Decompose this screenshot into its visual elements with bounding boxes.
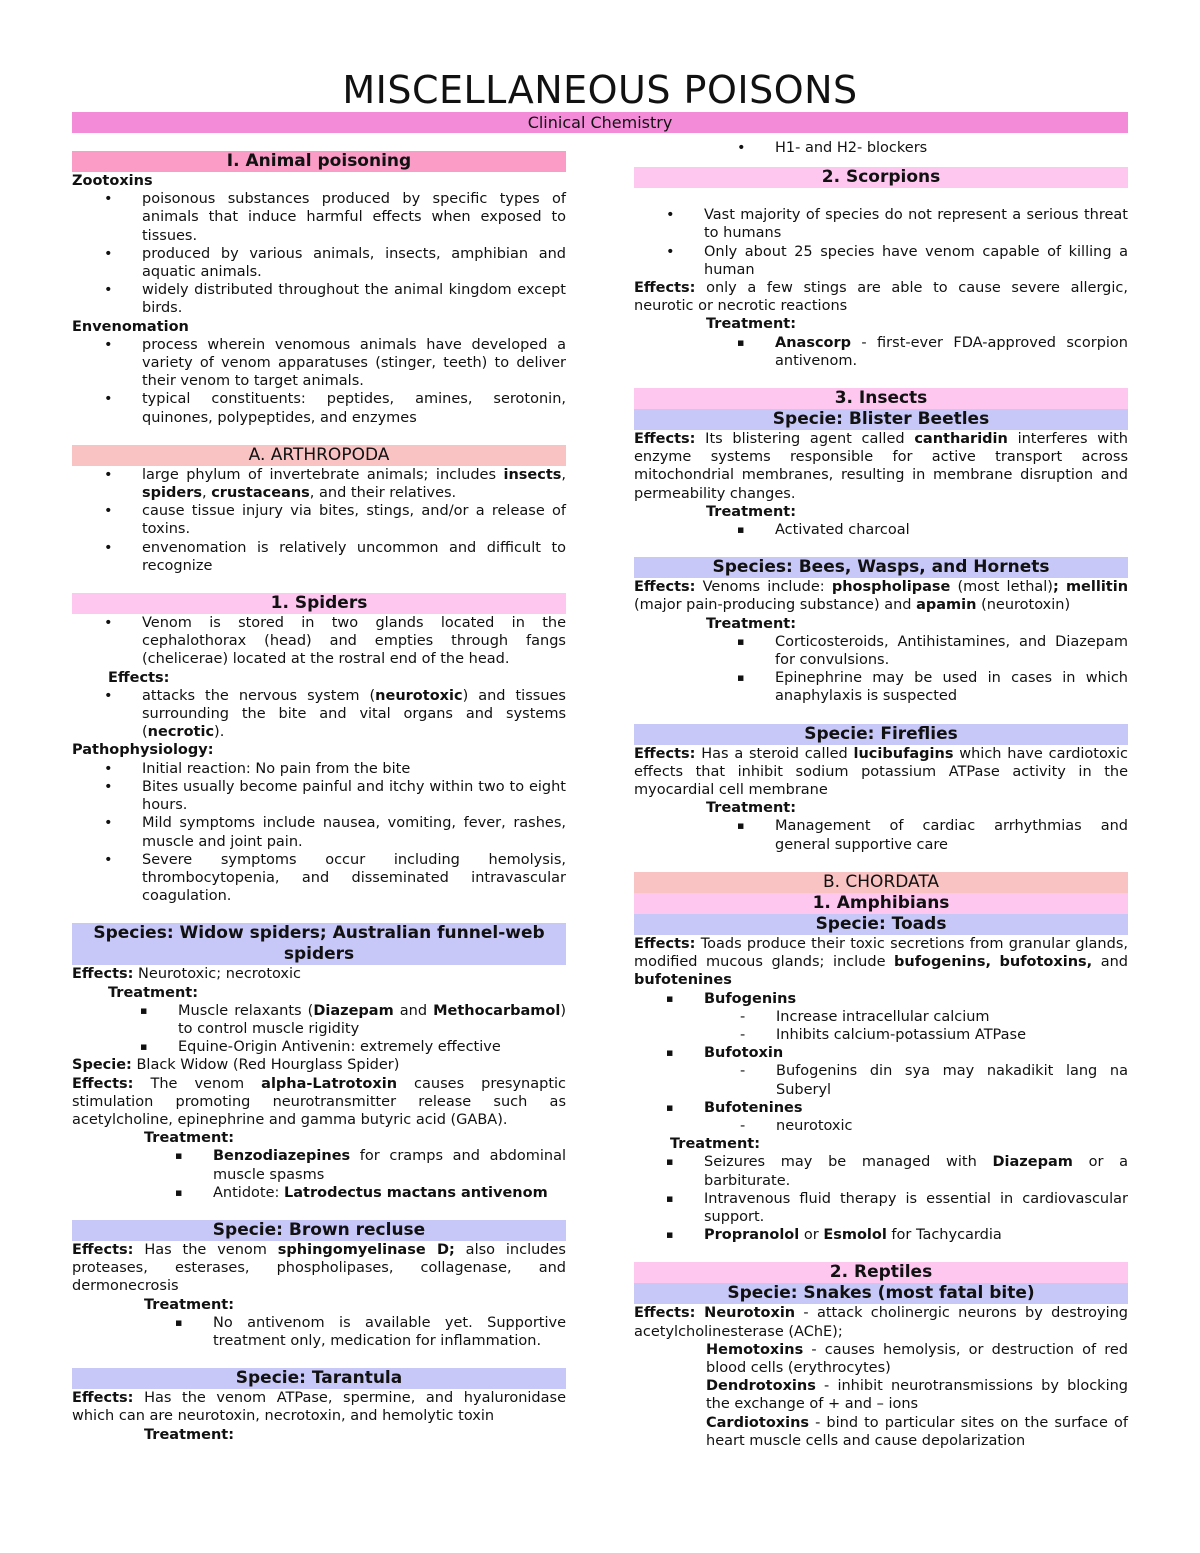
bees-treatment-list: [634, 633, 1128, 706]
list-item: ▪ Benzodiazepines for cramps and abdominal muscle spasms: [72, 1147, 566, 1183]
list-item: - Increase intracellular calcium: [634, 1008, 1128, 1026]
blister-effects: Effects: Its blistering agent called cantharidin interferes with enzyme systems responsible for active transport across mitochondrial membranes, resulting in membrane disruption and permeability changes.: [634, 431, 1128, 502]
fireflies-treatment-list: [634, 817, 1128, 853]
spiders-effects-list: [72, 687, 566, 742]
section-header-blister-beetles: Specie: Blister Beetles: [634, 409, 1128, 430]
section-header-insects: 3. Insects: [634, 388, 1128, 409]
treatment-label: Treatment:: [108, 984, 198, 1001]
list-item: ▪ Anascorp - first-ever FDA-approved scorpion antivenom.: [634, 334, 1128, 370]
list-item: ▪ No antivenom is available yet. Supportive treatment only, medication for inflammation.: [72, 1314, 566, 1350]
page-title: MISCELLANEOUS POISONS: [342, 68, 858, 112]
treatment-label: Treatment:: [144, 1130, 234, 1147]
section-header-snakes: Specie: Snakes (most fatal bite): [634, 1283, 1128, 1304]
section-header-brown-recluse: Specie: Brown recluse: [72, 1220, 566, 1241]
zootoxins-list: [72, 190, 566, 317]
treatment-label: Treatment:: [144, 1426, 234, 1443]
bufogenins-list: [634, 1008, 1128, 1044]
section-header-amphibians: 1. Amphibians: [634, 893, 1128, 914]
list-item: ▪ Bufotenines: [634, 1099, 1128, 1117]
list-item: • large phylum of invertebrate animals; includes insects, spiders, crustaceans, and their relatives.: [72, 466, 566, 502]
list-item: - Bufogenins din sya may nakadikit lang na Suberyl: [634, 1062, 1128, 1098]
snakes-dendrotoxins: Dendrotoxins - inhibit neurotransmissions by blocking the exchange of + and – ions: [706, 1378, 1128, 1413]
section-header-tarantula: Specie: Tarantula: [72, 1368, 566, 1389]
list-item: • cause tissue injury via bites, stings, and/or a release of toxins.: [72, 502, 566, 538]
section-header-spiders: 1. Spiders: [72, 593, 566, 614]
scorpions-treatment-list: [634, 334, 1128, 370]
bufotoxin-list: [634, 1062, 1128, 1098]
list-item: • envenomation is relatively uncommon and difficult to recognize: [72, 539, 566, 575]
scorpions-effects: Effects: only a few stings are able to cause severe allergic, neurotic or necrotic reactions: [634, 280, 1128, 315]
section-header-fireflies: Specie: Fireflies: [634, 724, 1128, 745]
widow-effects: Effects: Neurotoxic; necrotoxic: [72, 966, 302, 983]
section-header-toads: Specie: Toads: [634, 914, 1128, 935]
list-item: • produced by various animals, insects, amphibian and aquatic animals.: [72, 245, 566, 281]
list-item: ▪ Muscle relaxants (Diazepam and Methocarbamol) to control muscle rigidity: [72, 1002, 566, 1038]
list-item: • Initial reaction: No pain from the bite: [72, 760, 566, 778]
list-item: • Vast majority of species do not represent a serious threat to humans: [634, 206, 1128, 242]
tarantula-effects: Effects: Has the venom ATPase, spermine, and hyaluronidase which can are neurotoxin, necrotoxin, and hemolytic toxin: [72, 1390, 566, 1425]
list-item: ▪ Intravenous fluid therapy is essential in cardiovascular support.: [634, 1190, 1128, 1226]
treatment-label: Treatment:: [670, 1136, 760, 1153]
treatment-label: Treatment:: [144, 1296, 234, 1313]
black-widow-treatment-list: [72, 1147, 566, 1202]
list-item: ▪ Corticosteroids, Antihistamines, and Diazepam for convulsions.: [634, 633, 1128, 669]
section-header-widow-spiders: Species: Widow spiders; Australian funnel-web spiders: [72, 923, 566, 965]
list-item: ▪ Antidote: Latrodectus mactans antivenom: [72, 1184, 566, 1202]
arthropoda-list: [72, 466, 566, 575]
right-column: [634, 139, 1128, 1450]
snakes-effects: Effects: Neurotoxin - attack cholinergic neurons by destroying acetylcholinesterase (AChE);: [634, 1305, 1128, 1340]
brown-recluse-effects: Effects: Has the venom sphingomyelinase D; also includes proteases, esterases, phospholipases, collagenase, and dermonecrosis: [72, 1241, 566, 1295]
list-item: ▪ Bufotoxin: [634, 1044, 1128, 1062]
section-header-animal-poisoning: I. Animal poisoning: [72, 151, 566, 172]
left-column: [72, 139, 566, 1444]
toads-toxins-list: [634, 1044, 1128, 1062]
list-item: • Severe symptoms occur including hemolysis, thrombocytopenia, and disseminated intravascular coagulation.: [72, 851, 566, 906]
section-header-bees: Species: Bees, Wasps, and Hornets: [634, 557, 1128, 578]
treatment-label: Treatment:: [706, 503, 796, 520]
list-item: ▪ Management of cardiac arrhythmias and general supportive care: [634, 817, 1128, 853]
bufotenines-list: [634, 1117, 1128, 1135]
section-header-chordata: B. CHORDATA: [634, 872, 1128, 893]
black-widow-specie: Specie: Black Widow (Red Hourglass Spider): [72, 1057, 400, 1074]
toads-effects: Effects: Toads produce their toxic secretions from granular glands, modified mucous glands; include bufogenins, bufotoxins, and bufotenines: [634, 935, 1129, 989]
list-item: • Only about 25 species have venom capable of killing a human: [634, 243, 1128, 279]
bees-effects: Effects: Venoms include: phospholipase (most lethal); mellitin (major pain-producing substance) and apamin (neurotoxin): [634, 579, 1129, 614]
toads-treatment-list: [634, 1153, 1128, 1244]
list-item: - neurotoxic: [634, 1117, 1128, 1135]
pathophysiology-list: [72, 760, 566, 906]
list-item: • H1- and H2- blockers: [634, 139, 1128, 157]
list-item: ▪ Equine-Origin Antivenin: extremely effective: [72, 1038, 566, 1056]
spiders-list: [72, 614, 566, 669]
list-item: ▪ Activated charcoal: [634, 521, 1128, 539]
list-item: • widely distributed throughout the animal kingdom except birds.: [72, 281, 566, 317]
list-item: ▪ Epinephrine may be used in cases in which anaphylaxis is suspected: [634, 669, 1128, 705]
zootoxins-label: Zootoxins: [72, 173, 153, 189]
list-item: ▪ Seizures may be managed with Diazepam or a barbiturate.: [634, 1153, 1128, 1189]
list-item: ▪ Bufogenins: [634, 990, 1128, 1008]
toads-toxins-list: [634, 1099, 1128, 1117]
envenomation-list: [72, 336, 566, 427]
pathophysiology-label: Pathophysiology:: [72, 742, 214, 759]
treatment-label: Treatment:: [706, 800, 796, 817]
list-item: • Mild symptoms include nausea, vomiting, fever, rashes, muscle and joint pain.: [72, 814, 566, 850]
fireflies-effects: Effects: Has a steroid called lucibufagins which have cardiotoxic effects that inhibit sodium potassium ATPase activity in the myocardial cell membrane: [634, 745, 1128, 799]
list-item: • Venom is stored in two glands located in the cephalothorax (head) and empties through fangs (chelicerae) located at the rostral end of the head.: [72, 614, 566, 669]
list-item: • process wherein venomous animals have developed a variety of venom apparatuses (stinger, teeth) to deliver their venom to target animals.: [72, 336, 566, 391]
section-header-arthropoda: A. ARTHROPODA: [72, 445, 566, 466]
section-header-reptiles: 2. Reptiles: [634, 1262, 1128, 1283]
toads-toxins-list: [634, 990, 1128, 1008]
list-item: - Inhibits calcium-potassium ATPase: [634, 1026, 1128, 1044]
treatment-label: Treatment:: [706, 615, 796, 632]
brown-recluse-treatment-list: [72, 1314, 566, 1350]
list-item: • Bites usually become painful and itchy within two to eight hours.: [72, 778, 566, 814]
subtitle-bar: Clinical Chemistry: [72, 112, 1128, 133]
snakes-cardiotoxins: Cardiotoxins - bind to particular sites on the surface of heart muscle cells and cause depolarization: [706, 1414, 1128, 1449]
envenomation-label: Envenomation: [72, 318, 189, 335]
list-item: • poisonous substances produced by specific types of animals that induce harmful effects when exposed to tissues.: [72, 190, 566, 245]
effects-label: Effects:: [108, 669, 170, 686]
widow-treatment-list: [72, 1002, 566, 1057]
list-item: • attacks the nervous system (neurotoxic) and tissues surrounding the bite and vital organs and systems (necrotic).: [72, 687, 566, 742]
blister-treatment-list: [634, 521, 1128, 539]
list-item: • typical constituents: peptides, amines, serotonin, quinones, polypeptides, and enzymes: [72, 390, 566, 426]
continued-list: [634, 139, 1128, 157]
snakes-hemotoxins: Hemotoxins - causes hemolysis, or destruction of red blood cells (erythrocytes): [706, 1341, 1128, 1376]
scorpions-list: [634, 206, 1128, 279]
black-widow-effects: Effects: The venom alpha-Latrotoxin causes presynaptic stimulation promoting neurotransmitter release such as acetylcholine, epinephrine and gamma butyric acid (GABA).: [72, 1075, 567, 1128]
section-header-scorpions: 2. Scorpions: [634, 167, 1128, 188]
treatment-label: Treatment:: [706, 316, 796, 333]
list-item: ▪ Propranolol or Esmolol for Tachycardia: [634, 1226, 1128, 1244]
